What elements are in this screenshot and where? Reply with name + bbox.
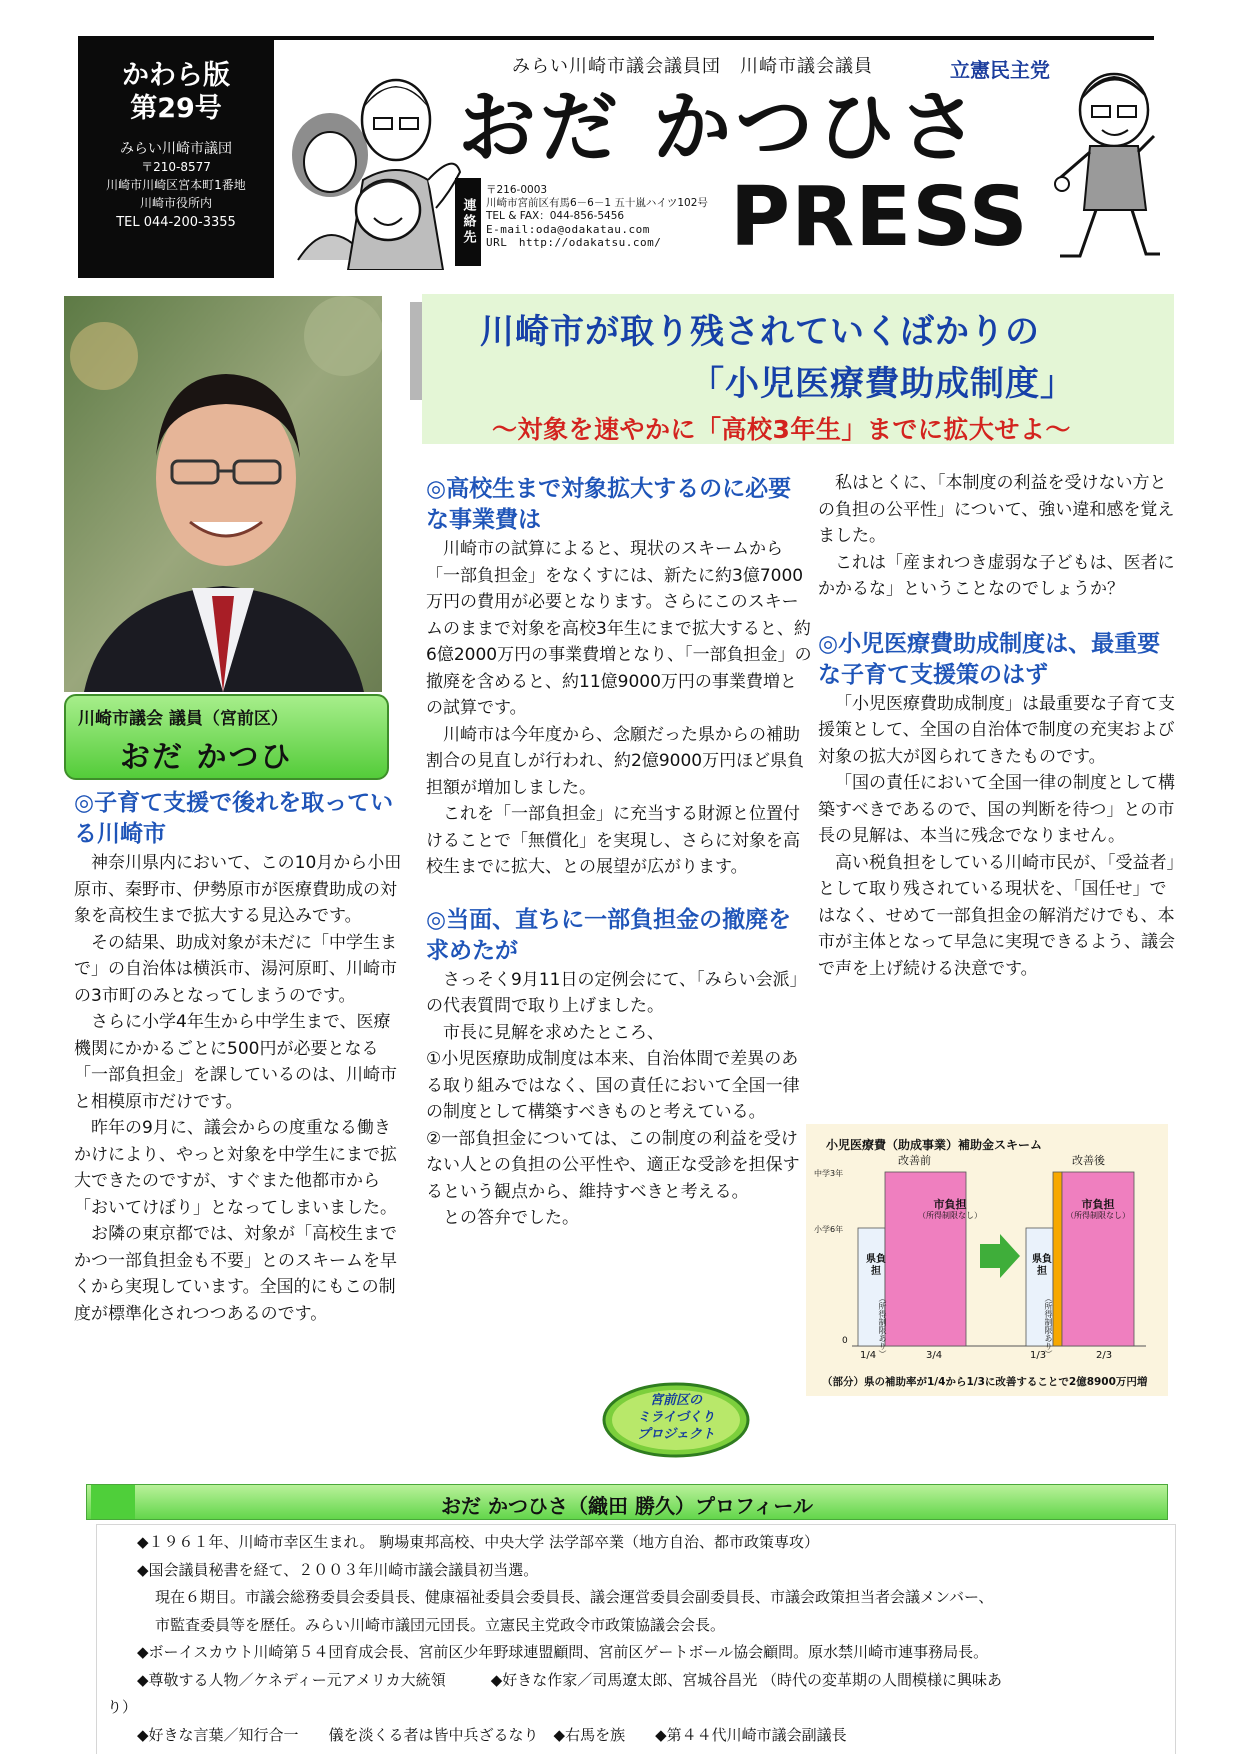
profile-header bbox=[86, 1484, 1168, 1520]
postal-code: 〒210-8577 bbox=[141, 160, 211, 174]
left-column bbox=[74, 788, 402, 1478]
name-plate bbox=[64, 694, 389, 780]
profile-line: ◆ボーイスカウト川崎第５４団育成会長、宮前区少年野球連盟顧問、宮前区ゲートボール協会顧問。原水禁川崎市連事務局長。 bbox=[137, 1643, 989, 1661]
x-tick-label: 3/4 bbox=[926, 1350, 943, 1361]
paragraph: さっそく9月11日の定例会にて、「みらい会派」の代表質問で取り上げました。 bbox=[426, 969, 807, 1016]
middle-column bbox=[426, 474, 812, 1360]
section-heading: ◎高校生まで対象拡大するのに必要な事業費は bbox=[426, 476, 792, 533]
x-tick-label: 1/3 bbox=[1030, 1350, 1047, 1361]
paragraph: これを「一部負担金」に充当する財源と位置付けることで「無償化」を実現し、さらに対象を高校生までに拡大、との展望が広がります。 bbox=[426, 804, 800, 877]
contact-block bbox=[486, 184, 708, 249]
address-line-1: 川崎市川崎区宮本町1番地 bbox=[106, 178, 246, 192]
paragraph: 私はとくに、「本制度の利益を受けない方との負担の公平性」について、強い違和感を覚えました。 bbox=[818, 473, 1175, 546]
paragraph: との答弁でした。 bbox=[443, 1208, 579, 1228]
section-heading: ◎小児医療費助成制度は、最重要な子育て支援策のはず bbox=[818, 630, 1161, 688]
segment-label: 市負担 bbox=[1081, 1198, 1115, 1211]
paragraph: 川崎市は今年度から、念願だった県からの補助割合の見直しが行われ、約2億9000万円ほど県負担額が増加しました。 bbox=[426, 724, 805, 798]
paragraph: これは「産まれつき虚弱な子どもは、医者にかかるな」ということなのでしょうか？ bbox=[818, 552, 1175, 599]
paragraph: 神奈川県内において、この10月から小田原市、秦野市、伊勢原市が医療費助成の対象を高校生まで拡大する見込みです。 bbox=[74, 853, 402, 926]
subsidy-scheme-chart bbox=[806, 1124, 1168, 1396]
segment-sub: （所得制限あり） bbox=[878, 1294, 887, 1358]
edition-label: かわら版 bbox=[122, 60, 230, 91]
contact-address: 川崎市宮前区有馬6－6－1 五十嵐ハイツ102号 bbox=[486, 197, 708, 209]
name-plate-role: 川崎市議会 議員（宮前区） bbox=[78, 709, 288, 729]
logo-line-2: ミライづくり bbox=[637, 1410, 715, 1425]
paragraph: 市長に見解を求めたところ、 bbox=[443, 1022, 664, 1043]
paragraph: 昨年の9月に、議会からの度重なる働きかけにより、やっと対象を中学生にまで拡大できたのですが、すぐまた他都市から「おいてけぼり」となってしまいました。 bbox=[74, 1118, 397, 1218]
contact-email[interactable]: E-mail:oda@odakatau.com bbox=[486, 223, 650, 236]
paragraph: その結果、助成対象が未だに「中学生まで」の自治体は横浜市、湯河原町、川崎市の3市町のみとなってしまうのです。 bbox=[74, 932, 397, 1006]
x-tick-label: 1/4 bbox=[860, 1350, 877, 1361]
section-heading: ◎子育て支援で後れを取っている川崎市 bbox=[74, 790, 394, 847]
contact-postal: 〒216-0003 bbox=[486, 184, 548, 196]
spacer bbox=[426, 881, 812, 905]
family-illustration bbox=[278, 60, 468, 270]
group-name: みらい川崎市議団 bbox=[120, 141, 232, 157]
chart-note: （部分）県の補助率が1/4から1/3に改善することで2億8900万円増 bbox=[822, 1376, 1148, 1388]
right-column bbox=[818, 470, 1180, 1110]
profile-title: おだ かつひさ（織田 勝久）プロフィール bbox=[441, 1494, 813, 1518]
portrait-photo bbox=[64, 296, 382, 692]
profile-body bbox=[96, 1524, 1176, 1754]
spacer bbox=[818, 603, 1180, 629]
address-line-2: 川崎市役所内 bbox=[139, 196, 212, 210]
profile-line: ◆１９６１年、川崎市幸区生まれ。 駒場東邦高校、中央大学 法学部卒業（地方自治、都市政策専攻） bbox=[137, 1533, 819, 1551]
panel-title-after: 改善後 bbox=[1072, 1154, 1105, 1167]
y-tick-label: 中学3年 bbox=[814, 1169, 844, 1178]
section-heading: ◎当面、直ちに一部負担金の撤廃を求めたが bbox=[426, 906, 792, 964]
headline-line-2: 「小児医療費助成制度」 bbox=[690, 364, 1075, 404]
paragraph: お隣の東京都では、対象が「高校生までかつ一部負担金も不要」とのスキームを早くから実現しています。全国的にもこの制度が標準化されつつあるのです。 bbox=[74, 1224, 397, 1324]
masthead-press: PRESS bbox=[730, 170, 1029, 265]
paragraph: 「小児医療費助成制度」は最重要な子育て支援策として、全国の自治体で制度の充実および対象の拡大が図られてきたものです。 bbox=[818, 693, 1175, 767]
masthead-name: おだ かつひさ bbox=[458, 83, 982, 173]
segment-label: 県負担 bbox=[866, 1254, 886, 1277]
paragraph: 川崎市の試算によると、現状のスキームから「一部負担金」をなくすには、新たに約3億7000万円の費用が必要となります。さらにこのスキームのままで対象を高校3年生にまで拡大すると、約6億2000万円の事業費増となり、「一部負担金」の撤廃を含めると、約11億9000万円の事業費増との試算です。 bbox=[426, 539, 812, 718]
logo-line-3: プロジェクト bbox=[637, 1427, 715, 1442]
office-tel: TEL 044-200-3355 bbox=[116, 215, 236, 230]
contact-tel: TEL & FAX：044-856-5456 bbox=[486, 210, 625, 222]
x-tick-label: 2/3 bbox=[1096, 1350, 1113, 1361]
name-plate-name: おだ かつひ bbox=[120, 740, 293, 775]
contact-url[interactable]: URL http://odakatsu.com/ bbox=[486, 236, 662, 249]
header-tagline: みらい川崎市議会議員団 川崎市議会議員 bbox=[512, 56, 873, 77]
profile-line: ◆尊敬する人物／ケネディー元アメリカ大統領 ◆好きな作家／司馬遼太郎、宮城谷昌光 （時代の変革期の人間模様に興味あ bbox=[137, 1670, 1002, 1689]
contact-label: 連絡先 bbox=[455, 178, 481, 266]
segment-label: 県負担 bbox=[1032, 1254, 1052, 1277]
y-tick-label: 0 bbox=[842, 1336, 848, 1346]
segment-sub: （所得制限なし） bbox=[1066, 1211, 1130, 1220]
logo-line-1: 宮前区の bbox=[649, 1393, 702, 1408]
logo-text bbox=[602, 1392, 750, 1443]
arrow-icon bbox=[980, 1234, 1020, 1278]
paragraph: 高い税負担をしている川崎市民が、「受益者」として取り残されている現状を、「国任せ」ではなく、せめて一部負担金の解消だけでも、本市が主体となって早急に実現できるよう、議会で声を上げ続ける決意です。 bbox=[818, 852, 1175, 979]
segment-label: 市負担 bbox=[933, 1198, 967, 1211]
profile-line: 市監査委員等を歴任。みらい川崎市議団元団長。立憲民主党政令市政策協議会会長。 bbox=[155, 1615, 726, 1634]
party-logo: 立憲民主党 bbox=[950, 58, 1050, 82]
mascot-illustration bbox=[1050, 60, 1162, 265]
headline-line-1: 川崎市が取り残されていくばかりの bbox=[480, 312, 1040, 352]
headline-subtitle: ～対象を速やかに「高校3年生」までに拡大せよ～ bbox=[492, 415, 1071, 444]
profile-line: 現在６期目。市議会総務委員会委員長、健康福祉委員会委員長、議会運営委員会副委員長、市議会政策担当者会議メンバー、 bbox=[155, 1588, 994, 1606]
segment-sub: （所得制限なし） bbox=[918, 1211, 982, 1220]
issue-number: 第29号 bbox=[130, 93, 222, 124]
paragraph: さらに小学4年生から中学生まで、医療機関にかかるごとに500円が必要となる「一部負担金」を課しているのは、川崎市と相模原市だけです。 bbox=[74, 1012, 397, 1112]
chart-bar-segment-1-1 bbox=[1053, 1172, 1062, 1346]
profile-line: り） bbox=[107, 1698, 138, 1716]
issue-box bbox=[78, 36, 274, 278]
chart-title: 小児医療費（助成事業）補助金スキーム bbox=[826, 1138, 1043, 1152]
panel-title-before: 改善前 bbox=[898, 1154, 931, 1167]
mirai-project-logo bbox=[602, 1380, 750, 1460]
y-tick-label: 小学6年 bbox=[814, 1225, 844, 1234]
profile-line: ◆国会議員秘書を経て、２００３年川崎市議会議員初当選。 bbox=[137, 1560, 539, 1579]
segment-sub: （所得制限あり） bbox=[1044, 1294, 1053, 1358]
profile-line: ◆好きな言葉／知行合一 儀を淡くる者は皆中兵ざるなり ◆右馬を族 ◆第４４代川崎市議会副議長 bbox=[137, 1725, 847, 1744]
header-rule bbox=[274, 36, 1154, 40]
paragraph: 「国の責任において全国一律の制度として構築すべきであるので、国の判断を待つ」との市長の見解は、本当に残念でなりません。 bbox=[818, 773, 1175, 846]
answer-item: ②一部負担金については、この制度の利益を受けない人との負担の公平性や、適正な受診を担保するという観点から、維持すべきと考える。 bbox=[426, 1128, 800, 1202]
answer-item: ①小児医療助成制度は本来、自治体間で差異のある取り組みではなく、国の責任において全国一律の制度として構築すべきものと考えている。 bbox=[426, 1049, 800, 1122]
